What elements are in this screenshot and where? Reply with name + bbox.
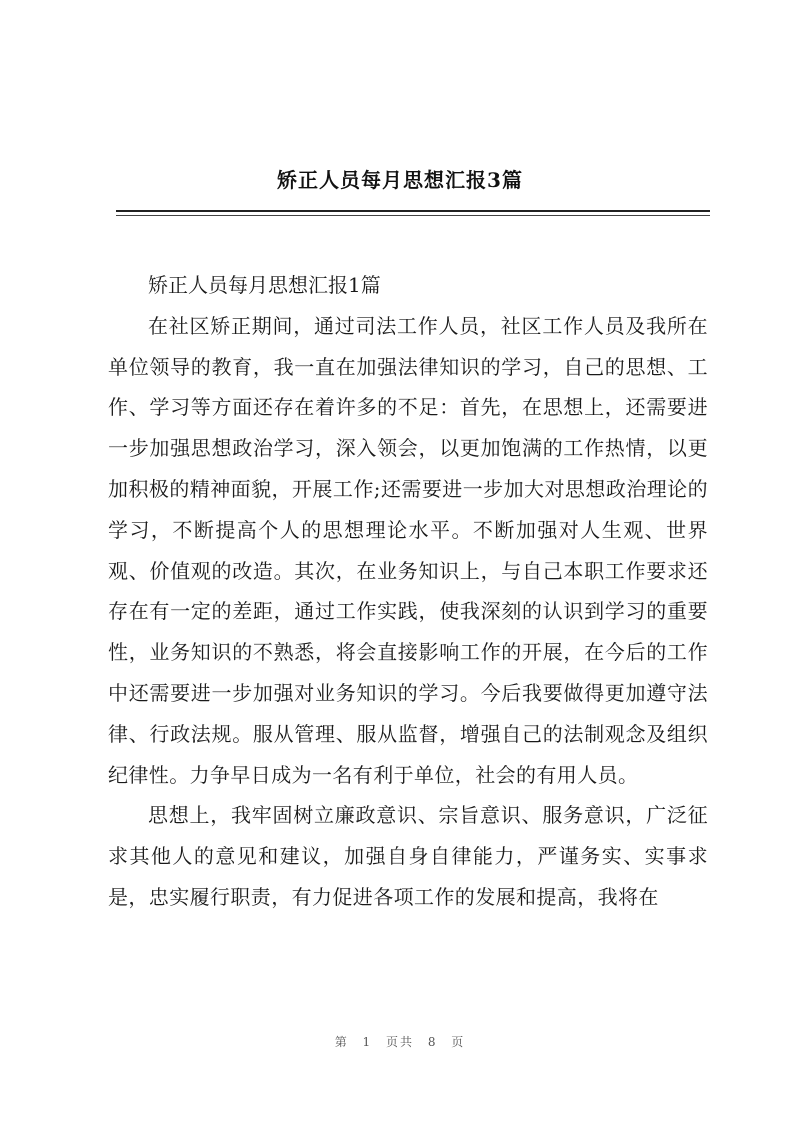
- document-title: 矫正人员每月思想汇报3篇: [277, 168, 523, 192]
- body-paragraph-1: 在社区矫正期间，通过司法工作人员，社区工作人员及我所在单位领导的教育，我一直在加强法律知识的学习，自己的思想、工作、学习等方面还存在着许多的不足：首先，在思想上，还需要进一步加强思想政治学习，深入领会，以更加饱满的工作热情，以更加积极的精神面貌，开展工作;还需要进一步加大对思想政治理论的学习，不断提高个人的思想理论水平。不断加强对人生观、世界观、价值观的改造。其次，在业务知识上，与自己本职工作要求还存在有一定的差距，通过工作实践，使我深刻的认识到学习的重要性，业务知识的不熟悉，将会直接影响工作的开展，在今后的工作中还需要进一步加强对业务知识的学习。今后我要做得更加遵守法律、行政法规。服从管理、服从监督，增强自己的法制观念及组织纪律性。力争早日成为一名有利于单位，社会的有用人员。: [108, 313, 708, 787]
- body-paragraph-2: 思想上，我牢固树立廉政意识、宗旨意识、服务意识，广泛征求其他人的意见和建议，加强自身自律能力，严谨务实、实事求是，忠实履行职责，有力促进各项工作的发展和提高，我将在: [108, 803, 708, 909]
- section-heading: 矫正人员每月思想汇报1篇: [148, 273, 381, 297]
- title-divider: [116, 210, 710, 212]
- title-divider-thin: [116, 215, 710, 216]
- page-footer: 第 1 页共 8 页: [334, 1035, 466, 1049]
- document-body: [108, 265, 708, 918]
